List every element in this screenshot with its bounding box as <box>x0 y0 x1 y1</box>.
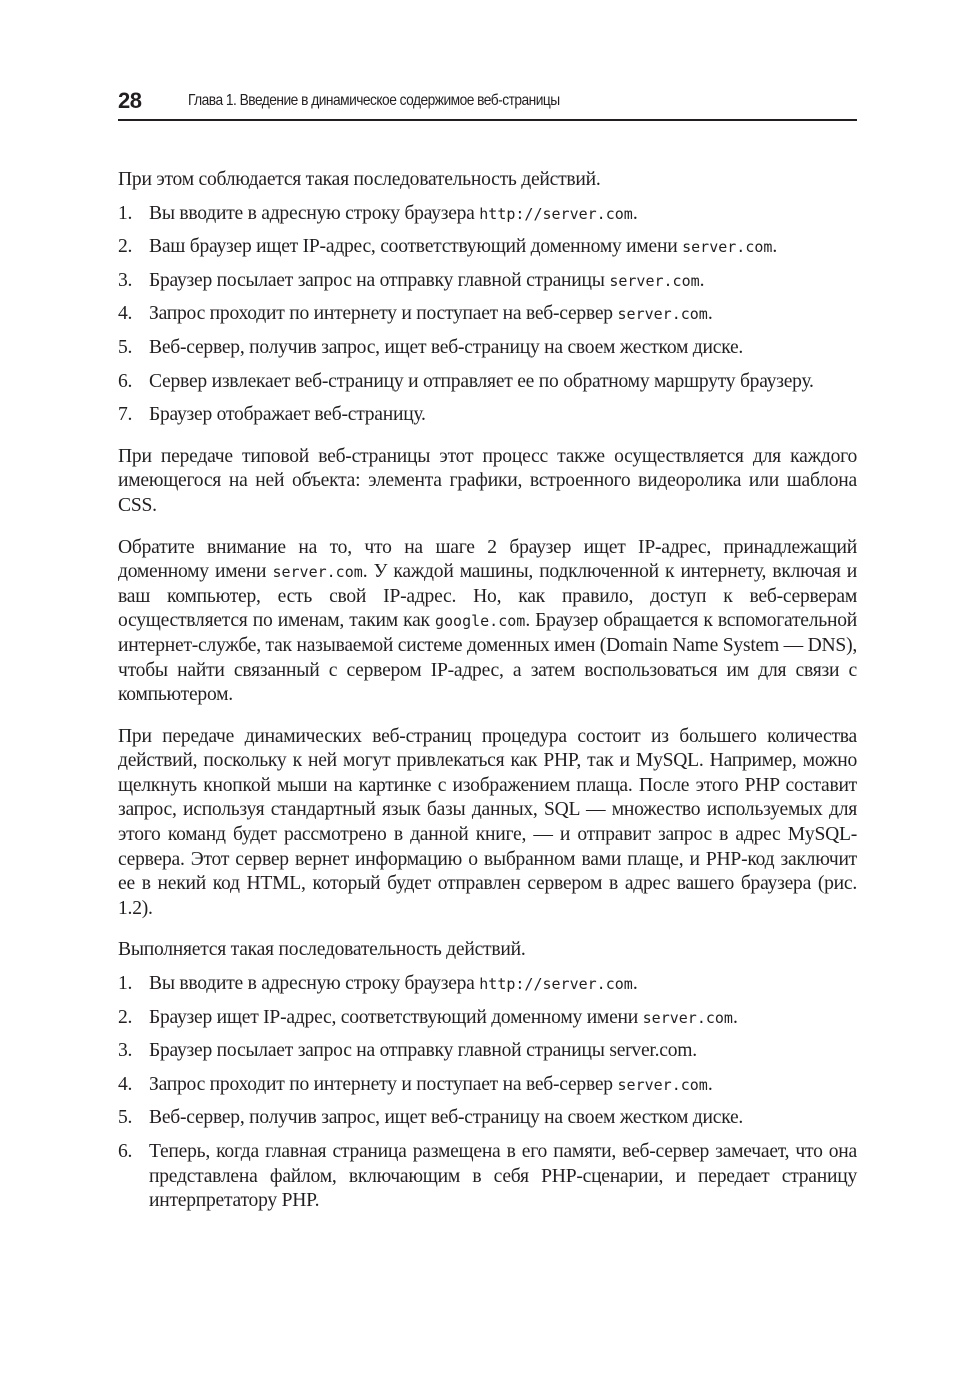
list-item <box>118 336 857 361</box>
inline-code: server.com <box>617 1075 708 1094</box>
inline-code: server.com <box>609 271 700 290</box>
step-text: Браузер посылает запрос на отправку главной страницы server.com. <box>149 1040 697 1062</box>
step-number: 4. <box>118 1073 133 1095</box>
step-tail: . <box>707 1073 713 1095</box>
section1-steps-list <box>118 202 857 428</box>
step-text: Веб-сервер, получив запрос, ищет веб-страницу на своем жестком диске. <box>149 1107 744 1129</box>
inline-code: server.com <box>642 1008 733 1027</box>
list-item <box>118 1073 857 1098</box>
list-item <box>118 1140 857 1214</box>
running-header <box>118 86 857 122</box>
step-number: 6. <box>118 370 133 392</box>
list-item <box>118 1106 857 1131</box>
list-item <box>118 972 857 997</box>
step-number: 1. <box>118 973 133 995</box>
step-number: 7. <box>118 404 133 426</box>
paragraph-typical-page: При передаче типовой веб-страницы этот процесс также осуществляется для каждого имеющегося на ней объекта: элемента графики, встроенного видеоролика или шаблона CSS. <box>118 445 857 516</box>
list-item <box>118 202 857 227</box>
section1-intro: При этом соблюдается такая последовательность действий. <box>118 169 601 190</box>
step-number: 5. <box>118 336 133 358</box>
paragraph-dns <box>118 536 857 708</box>
step-number: 2. <box>118 236 133 258</box>
list-item <box>118 235 857 260</box>
list-item <box>118 403 857 428</box>
list-item <box>118 370 857 395</box>
list-item <box>118 269 857 294</box>
step-text: Вы вводите в адресную строку браузера <box>149 973 480 995</box>
step-text: Запрос проходит по интернету и поступает на веб-сервер <box>149 1073 618 1095</box>
inline-code: google.com <box>435 612 526 631</box>
step-tail: . <box>772 236 778 258</box>
step-text: Вы вводите в адресную строку браузера <box>149 202 480 224</box>
step-text: Браузер посылает запрос на отправку главной страницы <box>149 269 610 291</box>
list-item <box>118 1039 857 1064</box>
chapter-title: Глава 1. Введение в динамическое содержимое веб-страницы <box>188 92 560 109</box>
text-run: . У каждой машины, подключенной к интернету, включая и ваш компьютер, есть свой IP-адрес. Но, как правило, доступ к веб-серверам осуществляется по именам, таким как <box>118 561 857 632</box>
section2-steps-list <box>118 972 857 1214</box>
step-tail: . <box>707 303 713 325</box>
step-tail: . <box>699 269 705 291</box>
step-tail: . <box>632 202 638 224</box>
section2-intro: Выполняется такая последовательность действий. <box>118 939 526 961</box>
inline-code: http://server.com <box>479 204 633 223</box>
step-number: 4. <box>118 303 133 325</box>
step-number: 5. <box>118 1107 133 1129</box>
step-tail: . <box>732 1006 738 1028</box>
step-text: Сервер извлекает веб-страницу и отправляет ее по обратному маршруту браузеру. <box>149 370 814 392</box>
step-text: Запрос проходит по интернету и поступает на веб-сервер <box>149 303 618 325</box>
list-item <box>118 1006 857 1031</box>
step-number: 2. <box>118 1006 133 1028</box>
step-number: 3. <box>118 1040 133 1062</box>
step-number: 6. <box>118 1141 133 1162</box>
page-number: 28 <box>118 88 142 113</box>
step-text: Веб-сервер, получив запрос, ищет веб-страницу на своем жестком диске. <box>149 336 744 358</box>
step-number: 3. <box>118 269 133 291</box>
inline-code: server.com <box>617 305 708 324</box>
paragraph-dynamic-pages: При передаче динамических веб-страниц процедура состоит из большего количества действий, поскольку к ней могут привлекаться как PHP, так и MySQL. Например, можно щелкнуть кнопкой мыши на картинке с изображением плаща. После этого PHP составит запрос, используя стандартный язык базы данных, SQL — множество используемых для этого команд будет рассмотрено в данной книге, — и отправит запрос в адрес MySQL-сервера. Этот сервер вернет информацию о выбранном вами плаще, и PHP-код заключит ее в некий код HTML, который будет отправлен сервером в адрес вашего браузера (рис. 1.2). <box>118 725 857 919</box>
page-body <box>118 168 857 1231</box>
step-text: Браузер ищет IP-адрес, соответствующий доменному имени <box>149 1006 643 1028</box>
inline-code: http://server.com <box>479 975 633 994</box>
text-run: Обратите внимание на то, что на шаге 2 браузер ищет IP-адрес, принадлежащий доменному имени <box>118 536 857 583</box>
inline-code: server.com <box>682 238 773 257</box>
step-text: Ваш браузер ищет IP-адрес, соответствующий доменному имени <box>149 236 683 258</box>
text-run: . Браузер обращается к вспомогательной интернет-службе, так называемой системе доменных имен (Domain Name System — DNS), чтобы найти связанный с сервером IP-адрес, а затем воспользоваться им для связи с компьютером. <box>118 610 857 706</box>
inline-code: server.com <box>272 563 363 582</box>
step-text: Теперь, когда главная страница размещена в его памяти, веб-сервер замечает, что она представлена файлом, включающим в себя PHP-сценарии, и передает страницу интерпретатору PHP. <box>149 1141 857 1212</box>
step-number: 1. <box>118 202 133 224</box>
step-tail: . <box>632 973 638 995</box>
step-text: Браузер отображает веб-страницу. <box>149 404 426 426</box>
list-item <box>118 302 857 327</box>
header-rule <box>118 119 857 121</box>
